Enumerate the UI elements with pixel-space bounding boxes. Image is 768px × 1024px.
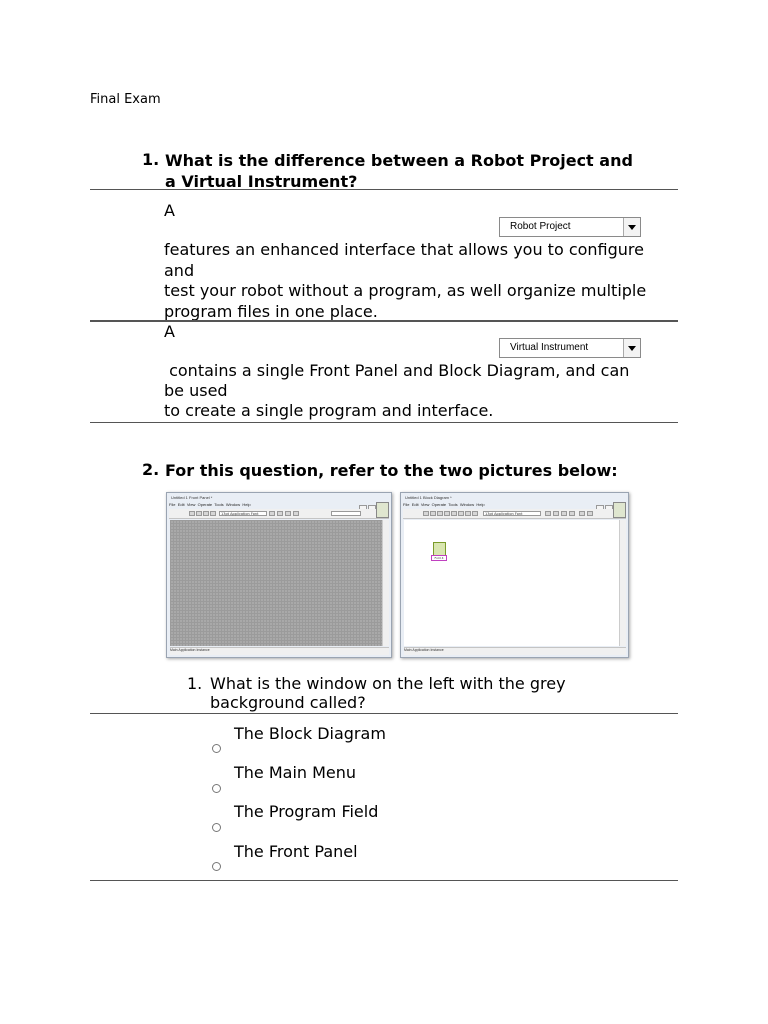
divider	[90, 880, 678, 881]
divider	[90, 189, 678, 190]
part-b-lead: A	[164, 322, 175, 341]
question-2-text: For this question, refer to the two pictures below:	[165, 461, 618, 480]
menu-bar: File Edit View Operate Tools Window Help	[403, 502, 485, 507]
window-title: Untitled 1 Front Panel *	[171, 495, 213, 500]
vi-icon	[613, 502, 626, 518]
question-2-number: 2.	[142, 460, 160, 479]
vi-icon	[376, 502, 389, 518]
part-a-line3: test your robot without a program, as well organize multiple	[164, 281, 647, 300]
sub-question-line2: background called?	[210, 693, 366, 712]
menu-bar: File Edit View Operate Tools Window Help	[169, 502, 251, 507]
virtual-instrument-dropdown[interactable]	[499, 338, 641, 358]
option-front-panel[interactable]: The Front Panel	[234, 842, 358, 861]
toolbar: 13pt Application Font	[169, 509, 389, 519]
radio-main-menu[interactable]	[212, 784, 221, 793]
sub-question-number: 1.	[187, 674, 203, 693]
dropdown-value: Robot Project	[510, 221, 571, 232]
window-buttons	[358, 495, 388, 501]
status-bar: Main Application Instance	[404, 647, 626, 655]
divider	[90, 320, 678, 322]
question-1-number: 1.	[142, 150, 160, 169]
part-a-line4: program files in one place.	[164, 302, 378, 321]
window-title: Untitled 1 Block Diagram *	[405, 495, 452, 500]
block-diagram-screenshot	[400, 492, 629, 658]
toolbar: 13pt Application Font	[403, 509, 626, 519]
front-panel-screenshot	[166, 492, 392, 658]
radio-block-diagram[interactable]	[212, 744, 221, 753]
dropdown-value: Virtual Instrument	[510, 342, 589, 353]
part-a-lead: A	[164, 201, 175, 220]
part-b-line3: to create a single program and interface.	[164, 401, 494, 420]
divider	[90, 713, 678, 714]
part-b-line1: contains a single Front Panel and Block Diagram, and can	[164, 361, 630, 380]
block-diagram-canvas	[404, 520, 619, 646]
block-node-icon	[433, 542, 446, 556]
window-buttons	[595, 495, 625, 501]
part-a-line2: and	[164, 261, 195, 280]
option-program-field[interactable]: The Program Field	[234, 802, 379, 821]
chevron-down-icon[interactable]	[623, 339, 640, 357]
front-panel-grid	[170, 520, 382, 646]
scrollbar	[619, 520, 626, 646]
divider	[90, 422, 678, 423]
chevron-down-icon[interactable]	[623, 218, 640, 236]
scrollbar	[382, 520, 389, 646]
robot-project-dropdown[interactable]	[499, 217, 641, 237]
status-bar: Main Application Instance	[170, 647, 389, 655]
block-node-label: Fold 4	[431, 555, 447, 561]
radio-front-panel[interactable]	[212, 862, 221, 871]
question-1-text-line1: What is the difference between a Robot Project and	[165, 151, 633, 170]
part-b-line2: be used	[164, 381, 228, 400]
sub-question-line1: What is the window on the left with the grey	[210, 674, 566, 693]
document-header: Final Exam	[90, 92, 161, 107]
option-main-menu[interactable]: The Main Menu	[234, 763, 357, 782]
radio-program-field[interactable]	[212, 823, 221, 832]
option-block-diagram[interactable]: The Block Diagram	[234, 724, 386, 743]
question-1-text-line2: a Virtual Instrument?	[165, 172, 358, 191]
part-a-line1: features an enhanced interface that allows you to configure	[164, 240, 644, 259]
